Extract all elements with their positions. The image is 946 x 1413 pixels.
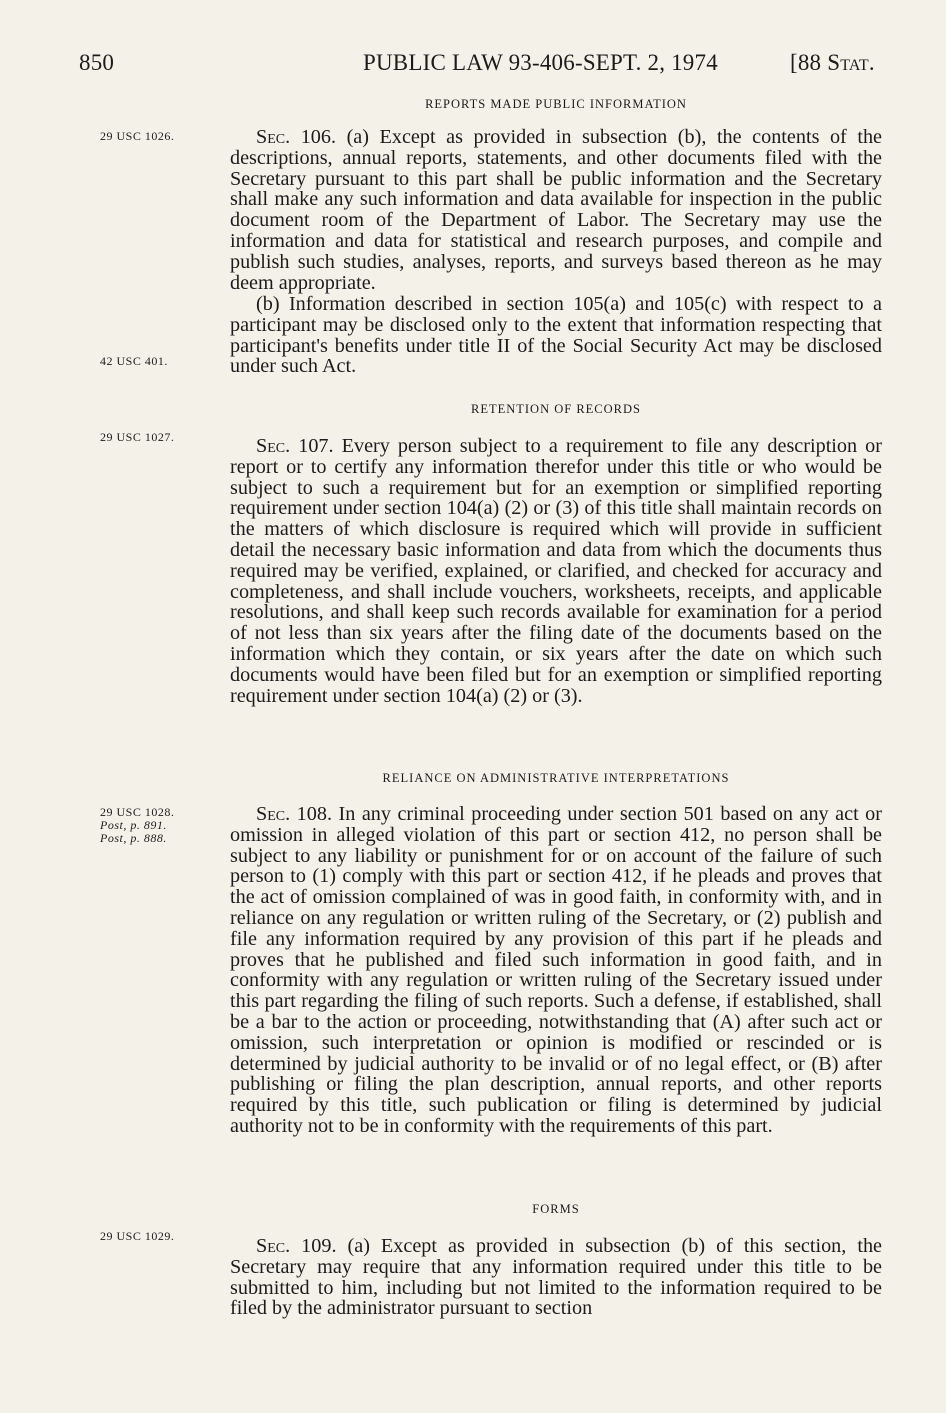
margin-note-1026: 29 USC 1026. <box>100 129 175 143</box>
section-text: 107. Every person subject to a requirement to file any description or report or to certify any information therefor under this title or who would be subject to such a requirement but for an exemption or simplified reporting requirement under section 104(a) (2) or (3) of this title shall maintain records on the matters of which disclosure is required which will provide in sufficient detail the necessary basic information and data from which the documents thus required may be verified, explained, or clarified, and checked for accuracy and completeness, and shall include vouchers, worksheets, receipts, and applicable resolutions, and shall keep such records available for examination for a period of not less than six years after the filing date of the documents based on the information which they contain, or six years after the date on which such documents would have been filed but for an exemption or simplified reporting requirement under section 104(a) (2) or (3). <box>230 435 882 707</box>
page-number: 850 <box>79 50 115 75</box>
section-text: 108. In any criminal proceeding under section 501 based on any act or omission in alleged violation of this part or section 412, no person shall be subject to any liability or punishment for or on account of the failure of such person to (1) comply with this part or section 412, if he pleads and proves that the act of omission complained of was in good faith, in conformity with, and in reliance on any regulation or written ruling of the Secretary, or (2) publish and file any information required by any provision of this part if he pleads and proves that he published and filed such information in good faith, and in conformity with any regulation or written ruling of the Secretary issued under this part regarding the filing of such reports. Such a defense, if established, shall be a bar to the action or proceeding, notwithstanding that (A) after such act or omission, such interpretation or opinion is modified or rescinded or is determined by judicial authority to be invalid or of no legal effect, or (B) after publishing or filing the plan description, annual reports, and other reports required by this title, such publication or filing is determined by judicial authority not to be in conformity with the requirements of this part. <box>230 803 882 1137</box>
margin-note-1028: 29 USC 1028. Post, p. 891. Post, p. 888. <box>100 805 175 845</box>
section-label: Sec. <box>256 126 291 148</box>
margin-note-401: 42 USC 401. <box>100 354 168 368</box>
statute-prefix: [88 <box>790 50 828 75</box>
section-heading-reports: REPORTS MADE PUBLIC INFORMATION <box>425 97 687 111</box>
section-106-b: (b) Information described in section 105(a) and 105(c) with respect to a participant may be disclosed only to the extent that information respecting that participant's benefits under title II of the Social Security Act may be disclosed under such Act. <box>230 293 882 378</box>
section-label: Sec. <box>256 435 291 457</box>
section-heading-reliance: RELIANCE ON ADMINISTRATIVE INTERPRETATIONS <box>382 771 730 785</box>
margin-note-1027: 29 USC 1027. <box>100 430 175 444</box>
section-heading-forms: FORMS <box>532 1202 580 1216</box>
statute-word: Stat. <box>827 50 875 75</box>
section-109 <box>230 1236 882 1319</box>
statute-citation <box>790 49 875 77</box>
section-heading-retention: RETENTION OF RECORDS <box>470 402 641 416</box>
section-106-a <box>230 127 882 293</box>
section-text: 106. (a) Except as provided in subsection (b), the contents of the descriptions, annual reports, statements, and other documents filed with the Secretary pursuant to this part shall be public information and the Secretary shall make any such information and data available for inspection in the public document room of the Department of Labor. The Secretary may use the information and data for statistical and research purposes, and compile and publish such studies, analyses, reports, and surveys based thereon as he may deem appropriate. <box>230 126 882 294</box>
section-107 <box>230 436 882 706</box>
section-label: Sec. <box>256 803 291 825</box>
law-title: PUBLIC LAW 93-406-SEPT. 2, 1974 <box>363 50 718 75</box>
section-label: Sec. <box>256 1235 291 1257</box>
section-108 <box>230 804 882 1137</box>
section-text: 109. (a) Except as provided in subsection (b) of this section, the Secretary may require that any information required under this title to be submitted to him, including but not limited to the information required to be filed by the administrator pursuant to section <box>230 1235 882 1320</box>
margin-note-1029: 29 USC 1029. <box>100 1229 175 1243</box>
